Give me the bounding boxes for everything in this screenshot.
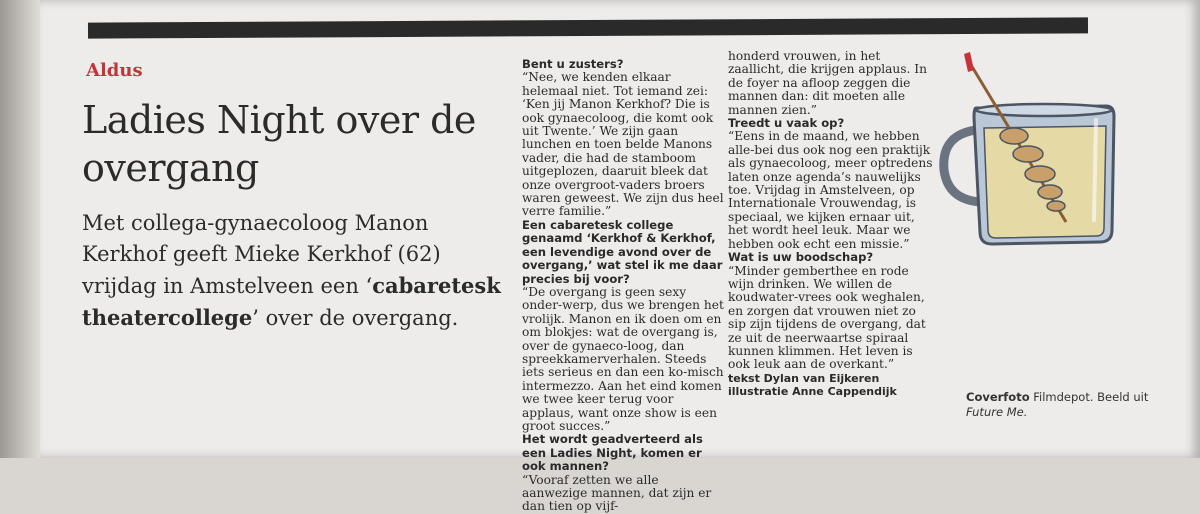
headline: Ladies Night over de overgang [82,98,476,190]
article-column-1 [522,58,727,514]
question-5: Wat is uw boodschap? [728,250,874,265]
cover-text: Filmdepot. Beeld uit [1029,390,1149,404]
intro-text-1: Met collega-gynaecoloog Manon Kerkhof geeft Mieke Kerkhof (62) vrijdag in Amstelveen een ‘ [82,211,441,298]
credit-illustration: illustratie Anne Cappendijk [728,385,897,399]
ginger-tea-mug-icon [936,50,1136,260]
cover-label: Coverfoto [966,390,1030,404]
answer-1: “Nee, we kenden elkaar helemaal niet. Tot iemand zei: ‘Ken jij Manon Kerkhof? Die is ook gynaecoloog, die komt ook uit Twente.’ We zijn gaan lunchen en toen belde Manons vader, die had de stamboom uitgeplozen, daaruit bleek dat onze overgroot-vaders broers waren geweest. We zijn dus heel verre familie.” [522,70,724,219]
credit-text: tekst Dylan van Eijkeren [728,371,880,385]
question-3: Het wordt geadverteerd als een Ladies Night, komen er ook mannen? [522,432,703,474]
intro-paragraph [82,208,502,334]
intro-text-2: ’ over de overgang. [252,306,459,330]
section-kicker: Aldus [86,60,143,81]
question-1: Bent u zusters? [522,57,624,71]
question-2: Een cabaretesk college genaamd ‘Kerkhof & Kerkhof, een levendige avond over de overgang,’ wat stel ik me daar precies bij voor? [522,217,723,286]
answer-4: “Eens in de maand, we hebben alle-bei dus ook nog een praktijk als gynaecoloog, meer optredens laten onze agenda’s nauwelijks toe. Vrijdag in Amstelveen, op Internationale Vrouwendag, is speciaal, we kijken ernaar uit, het wordt heel leuk. Maar we hebben ook echt een missie.” [728,129,933,251]
answer-3-continued: honderd vrouwen, in het zaallicht, die krijgen applaus. In de foyer na afloop zeggen die mannen dan: dit moeten alle mannen zien.” [728,49,927,117]
question-4: Treedt u vaak op? [728,116,845,131]
article-column-2 [728,50,933,399]
answer-5: “Minder gemberthee en rode wijn drinken. We willen de koudwater-vrees ook weghalen, en zorgen dat vrouwen niet zo sip zijn tijdens de overgang, dat ze uit de neerwaartse spiraal kunnen klimmen. Het leven is ook leuk aan de overkant.” [728,263,926,372]
intro-bold: cabaretesk theatercollege [82,273,501,330]
cover-film: Future Me. [966,405,1028,419]
answer-3: “Vooraf zetten we alle aanwezige mannen, dat zijn er dan tien op vijf- [522,472,712,514]
cover-photo-caption [966,390,1166,420]
answer-2: “De overgang is geen sexy onder-werp, dus we brengen het vrolijk. Manon en ik doen om en om blokjes: wat de overgang is, over de gynaeco-loog, dan spreekkamerverhalen. Steeds iets serieus en dan een ko-misch intermezzo. Aan het eind komen we twee keer terug voor applaus, want onze show is een groot succes.” [522,284,724,433]
